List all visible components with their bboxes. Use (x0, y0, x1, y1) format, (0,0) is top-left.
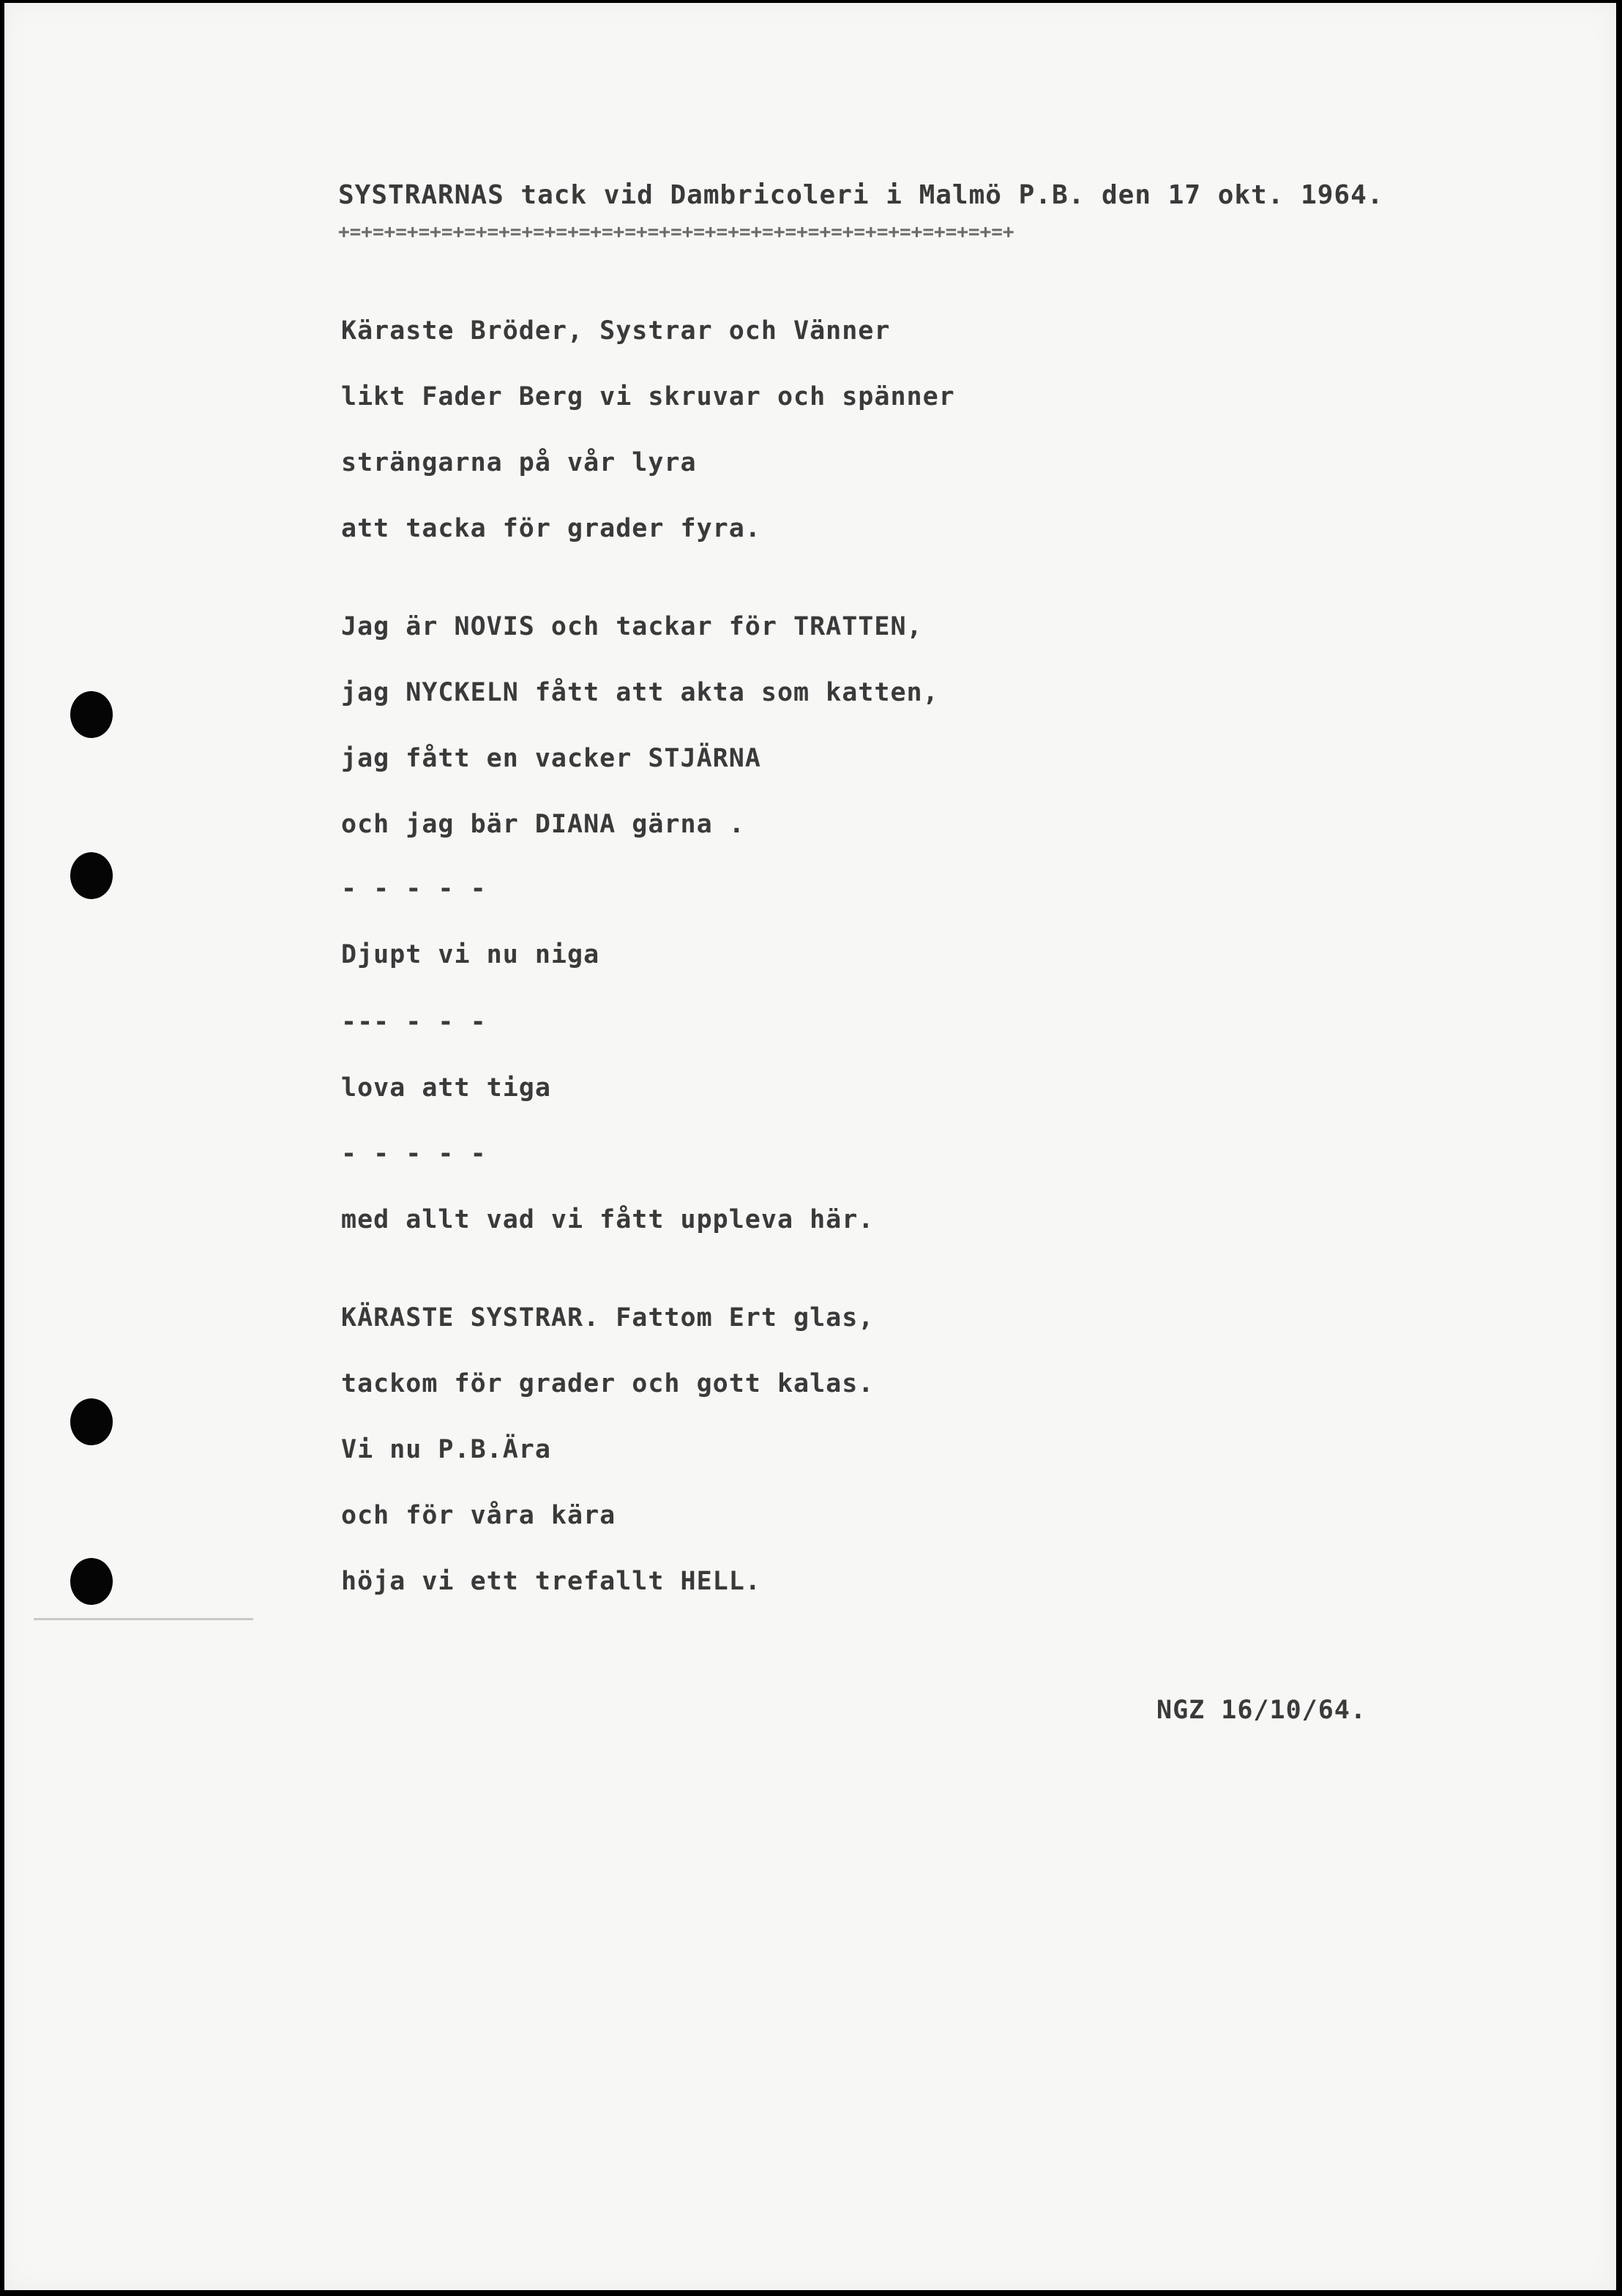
paper-mark (34, 1618, 253, 1620)
poem-line: Djupt vi nu niga (341, 940, 600, 969)
dash-separator: --- - - - (341, 1007, 487, 1037)
dash-separator: - - - - - (341, 1139, 487, 1168)
poem-line: höja vi ett trefallt HELL. (341, 1567, 761, 1596)
poem-line: strängarna på vår lyra (341, 448, 697, 477)
document-page (4, 3, 1616, 2290)
poem-line: jag NYCKELN fått att akta som katten, (341, 678, 939, 707)
punch-hole (70, 691, 113, 738)
poem-line: Vi nu P.B.Ära (341, 1435, 551, 1464)
punch-hole (70, 1398, 113, 1445)
poem-line: och jag bär DIANA gärna . (341, 810, 745, 839)
document-title: SYSTRARNAS tack vid Dambricoleri i Malmö P.B. den 17 okt. 1964. (338, 180, 1384, 210)
poem-line: och för våra kära (341, 1501, 616, 1530)
punch-hole (70, 852, 113, 899)
signature-date: NGZ 16/10/64. (1156, 1696, 1367, 1725)
poem-line: Käraste Bröder, Systrar och Vänner (341, 316, 891, 346)
poem-line: tackom för grader och gott kalas. (341, 1369, 875, 1398)
poem-line: att tacka för grader fyra. (341, 514, 761, 543)
poem-line: Jag är NOVIS och tackar för TRATTEN, (341, 612, 923, 641)
poem-line: med allt vad vi fått uppleva här. (341, 1205, 875, 1234)
poem-line: likt Fader Berg vi skruvar och spänner (341, 382, 955, 411)
title-underline: +=+=+=+=+=+=+=+=+=+=+=+=+=+=+=+=+=+=+=+=+=+=+=+=+=+=+=+=+=+ (338, 221, 1014, 243)
dash-separator: - - - - - (341, 874, 487, 903)
poem-line: jag fått en vacker STJÄRNA (341, 744, 761, 773)
poem-line: lova att tiga (341, 1073, 551, 1103)
poem-line: KÄRASTE SYSTRAR. Fattom Ert glas, (341, 1303, 875, 1332)
punch-hole (70, 1558, 113, 1605)
